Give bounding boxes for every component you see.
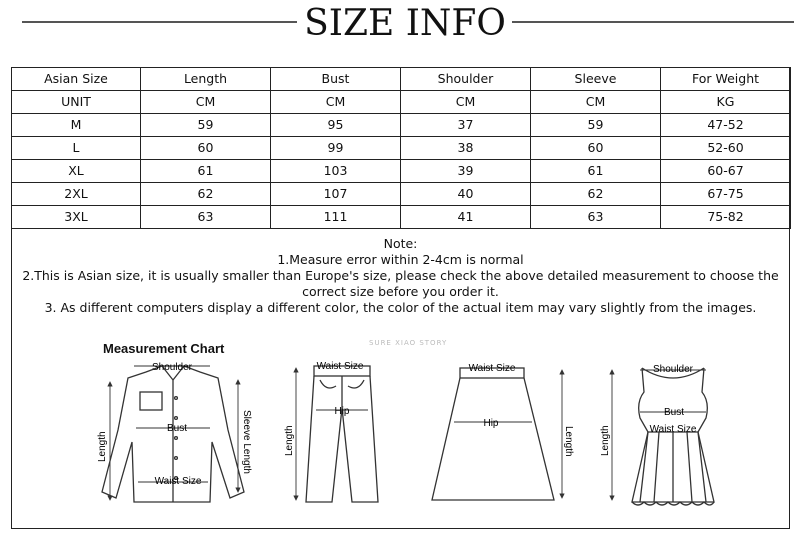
table-cell: 59 xyxy=(531,114,661,137)
note-2: 2.This is Asian size, it is usually smaller than Europe's size, please check the above detailed measurement to choose the correct size before you order it. xyxy=(22,268,779,299)
size-table xyxy=(11,67,791,229)
skirt-length-label: Length xyxy=(563,426,574,457)
table-cell: CM xyxy=(271,91,401,114)
table-cell: L xyxy=(12,137,141,160)
notes-heading: Note: xyxy=(383,236,418,251)
shirt-length-label: Length xyxy=(97,431,108,462)
header-rule-right xyxy=(512,21,794,23)
page-title: SIZE INFO xyxy=(304,3,506,44)
table-row xyxy=(12,137,791,160)
table-header-cell: Asian Size xyxy=(12,68,141,91)
measurement-chart xyxy=(14,332,788,526)
shirt-waist-label: Waist Size xyxy=(154,476,202,487)
table-header-row xyxy=(12,68,791,91)
table-cell: 61 xyxy=(141,160,271,183)
note-1: 1.Measure error within 2-4cm is normal xyxy=(277,252,524,267)
skirt-hip-label: Hip xyxy=(483,418,499,429)
table-cell: 75-82 xyxy=(661,206,791,229)
size-table-body xyxy=(12,68,791,229)
note-3: 3. As different computers display a different color, the color of the actual item may vary slightly from the images. xyxy=(44,300,757,315)
dress-waist-label: Waist Size xyxy=(649,424,697,435)
table-cell: 95 xyxy=(271,114,401,137)
table-cell: 40 xyxy=(401,183,531,206)
table-cell: 60 xyxy=(531,137,661,160)
table-header-cell: Bust xyxy=(271,68,401,91)
pants-hip-label: Hip xyxy=(334,406,350,417)
watermark: SURE XIAO STORY xyxy=(369,339,448,347)
skirt-diagram xyxy=(432,368,562,500)
table-cell: 63 xyxy=(141,206,271,229)
table-cell: 47-52 xyxy=(661,114,791,137)
table-header-cell: For Weight xyxy=(661,68,791,91)
table-row xyxy=(12,160,791,183)
table-cell: 111 xyxy=(271,206,401,229)
shirt-bust-label: Bust xyxy=(166,423,188,434)
table-row xyxy=(12,183,791,206)
table-cell: 107 xyxy=(271,183,401,206)
table-cell: XL xyxy=(12,160,141,183)
table-cell: 41 xyxy=(401,206,531,229)
table-row xyxy=(12,114,791,137)
pants-waist-label: Waist Size xyxy=(316,361,364,372)
dress-shoulder-label: Shoulder xyxy=(652,364,694,375)
table-cell: 62 xyxy=(141,183,271,206)
table-cell: 103 xyxy=(271,160,401,183)
table-row xyxy=(12,206,791,229)
table-cell: 61 xyxy=(531,160,661,183)
table-cell: 38 xyxy=(401,137,531,160)
table-unit-row xyxy=(12,91,791,114)
size-info-header xyxy=(0,0,804,48)
header-rule-left xyxy=(22,21,297,23)
table-cell: UNIT xyxy=(12,91,141,114)
notes-block xyxy=(12,236,789,316)
measurement-chart-title: Measurement Chart xyxy=(103,341,225,356)
table-cell: 67-75 xyxy=(661,183,791,206)
table-cell: 2XL xyxy=(12,183,141,206)
table-cell: M xyxy=(12,114,141,137)
dress-bust-label: Bust xyxy=(663,407,685,418)
table-cell: CM xyxy=(141,91,271,114)
skirt-waist-label: Waist Size xyxy=(468,363,516,374)
pants-diagram xyxy=(296,366,378,502)
table-header-cell: Sleeve xyxy=(531,68,661,91)
table-cell: 99 xyxy=(271,137,401,160)
table-cell: 39 xyxy=(401,160,531,183)
table-cell: 52-60 xyxy=(661,137,791,160)
table-cell: 37 xyxy=(401,114,531,137)
shirt-sleeve-label: Sleeve Length xyxy=(241,410,252,474)
table-cell: 60 xyxy=(141,137,271,160)
table-cell: 3XL xyxy=(12,206,141,229)
pants-length-label: Length xyxy=(284,425,295,456)
table-cell: 59 xyxy=(141,114,271,137)
table-cell: 63 xyxy=(531,206,661,229)
shirt-shoulder-label: Shoulder xyxy=(151,362,193,373)
dress-length-label: Length xyxy=(600,425,611,456)
table-cell: CM xyxy=(531,91,661,114)
dress-diagram xyxy=(612,368,714,505)
table-header-cell: Length xyxy=(141,68,271,91)
table-cell: 62 xyxy=(531,183,661,206)
table-cell: KG xyxy=(661,91,791,114)
table-header-cell: Shoulder xyxy=(401,68,531,91)
table-cell: CM xyxy=(401,91,531,114)
table-cell: 60-67 xyxy=(661,160,791,183)
garment-diagrams xyxy=(14,332,788,526)
